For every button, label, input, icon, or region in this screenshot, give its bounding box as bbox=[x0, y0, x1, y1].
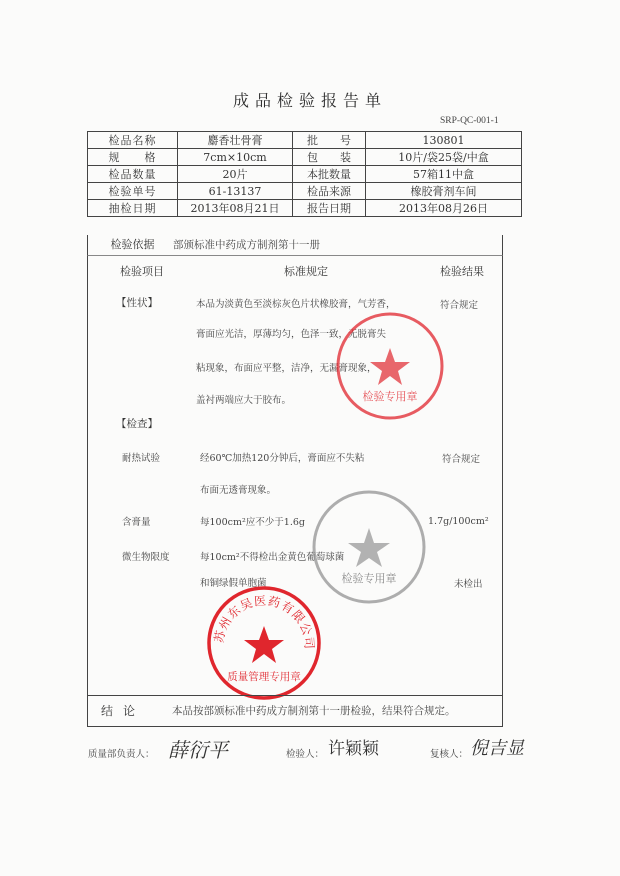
conclusion-label: 结论 bbox=[100, 704, 145, 718]
heat-test-line-1: 经60℃加热120分钟后，膏面应不失粘 bbox=[200, 453, 365, 464]
dept-head-label: 质量部负责人： bbox=[88, 749, 155, 760]
inspection-stamp-upper bbox=[334, 310, 446, 422]
info-cell-l2: 批 号 bbox=[293, 132, 366, 149]
header-result: 检验结果 bbox=[440, 265, 484, 278]
dept-head-signature: 薛衍平 bbox=[168, 738, 228, 762]
inspector-label: 检验人： bbox=[286, 749, 325, 760]
paste-amount-standard: 每100cm²应不少于1.6g bbox=[200, 517, 305, 528]
header-standard: 标准规定 bbox=[284, 265, 328, 278]
document-number: SRP-QC-001-1 bbox=[440, 116, 499, 126]
info-row bbox=[88, 132, 522, 149]
seal-purpose: 质量管理专用章 bbox=[227, 671, 301, 683]
info-cell-v1: 20片 bbox=[178, 166, 293, 183]
report-title: 成品检验报告单 bbox=[232, 91, 387, 110]
heat-test-name: 耐热试验 bbox=[122, 453, 161, 464]
company-quality-seal bbox=[205, 584, 323, 702]
basis-value: 部颁标准中药成方制剂第十一册 bbox=[173, 239, 320, 251]
info-cell-l1: 检品数量 bbox=[88, 166, 178, 183]
heat-test-line-2: 布面无透膏现象。 bbox=[200, 485, 277, 496]
inspection-stamp-lower bbox=[310, 488, 428, 606]
info-cell-v2: 橡胶膏剂车间 bbox=[366, 183, 522, 200]
info-cell-l1: 检验单号 bbox=[88, 183, 178, 200]
info-cell-v1: 61-13137 bbox=[178, 183, 293, 200]
appearance-line-1: 本品为淡黄色至淡棕灰色片状橡胶膏，气芳香， bbox=[196, 299, 396, 310]
conclusion-row bbox=[87, 695, 503, 727]
conclusion-value: 本品按部颁标准中药成方制剂第十一册检验，结果符合规定。 bbox=[172, 705, 456, 717]
paste-amount-result: 1.7g/100cm² bbox=[428, 516, 489, 527]
info-cell-l2: 本批数量 bbox=[293, 166, 366, 183]
info-cell-l1: 规 格 bbox=[88, 149, 178, 166]
microbe-result: 未检出 bbox=[454, 579, 483, 590]
info-cell-v2: 2013年08月26日 bbox=[366, 200, 522, 217]
info-cell-v2: 10片/袋25袋/中盒 bbox=[366, 149, 522, 166]
header-item: 检验项目 bbox=[120, 265, 164, 278]
microbe-name: 微生物限度 bbox=[122, 552, 170, 563]
info-cell-v2: 57箱11中盒 bbox=[366, 166, 522, 183]
section-appearance: 【性状】 bbox=[116, 297, 158, 309]
paste-amount-name: 含膏量 bbox=[122, 517, 151, 528]
info-row bbox=[88, 200, 522, 217]
info-cell-l1: 检品名称 bbox=[88, 132, 178, 149]
inspector-signature: 许颖颖 bbox=[328, 739, 379, 759]
info-cell-l2: 包 装 bbox=[293, 149, 366, 166]
lower-stamp-text: 检验专用章 bbox=[341, 572, 397, 585]
appearance-line-3: 粘现象，布面应平整，洁净，无漏膏现象， bbox=[196, 363, 377, 374]
microbe-line-2: 和铜绿假单胞菌 bbox=[200, 578, 267, 589]
info-cell-l2: 报告日期 bbox=[293, 200, 366, 217]
appearance-result: 符合规定 bbox=[440, 300, 479, 311]
info-cell-l1: 抽检日期 bbox=[88, 200, 178, 217]
reviewer-label: 复核人： bbox=[430, 749, 469, 760]
reviewer-signature: 倪吉显 bbox=[470, 738, 524, 759]
info-cell-v2: 130801 bbox=[366, 132, 522, 149]
seal-company-name: 苏州东吴医药有限公司 bbox=[211, 593, 317, 651]
microbe-line-1: 每10cm²不得检出金黄色葡萄球菌 bbox=[200, 552, 345, 563]
appearance-line-4: 盖衬两端应大于胶布。 bbox=[196, 395, 292, 406]
heat-test-result: 符合规定 bbox=[442, 454, 481, 465]
info-cell-v1: 麝香壮骨膏 bbox=[178, 132, 293, 149]
info-cell-v1: 2013年08月21日 bbox=[178, 200, 293, 217]
info-cell-l2: 检品来源 bbox=[293, 183, 366, 200]
section-check: 【检查】 bbox=[116, 418, 158, 430]
info-table bbox=[87, 131, 522, 217]
info-row bbox=[88, 166, 522, 183]
basis-label: 检验依据 bbox=[110, 238, 155, 251]
info-row bbox=[88, 149, 522, 166]
basis-row bbox=[87, 235, 503, 256]
info-cell-v1: 7cm×10cm bbox=[178, 149, 293, 166]
appearance-line-2: 膏面应光洁，厚薄均匀，色泽一致，无脱膏失 bbox=[196, 329, 387, 340]
info-row bbox=[88, 183, 522, 200]
upper-stamp-text: 检验专用章 bbox=[362, 390, 418, 403]
